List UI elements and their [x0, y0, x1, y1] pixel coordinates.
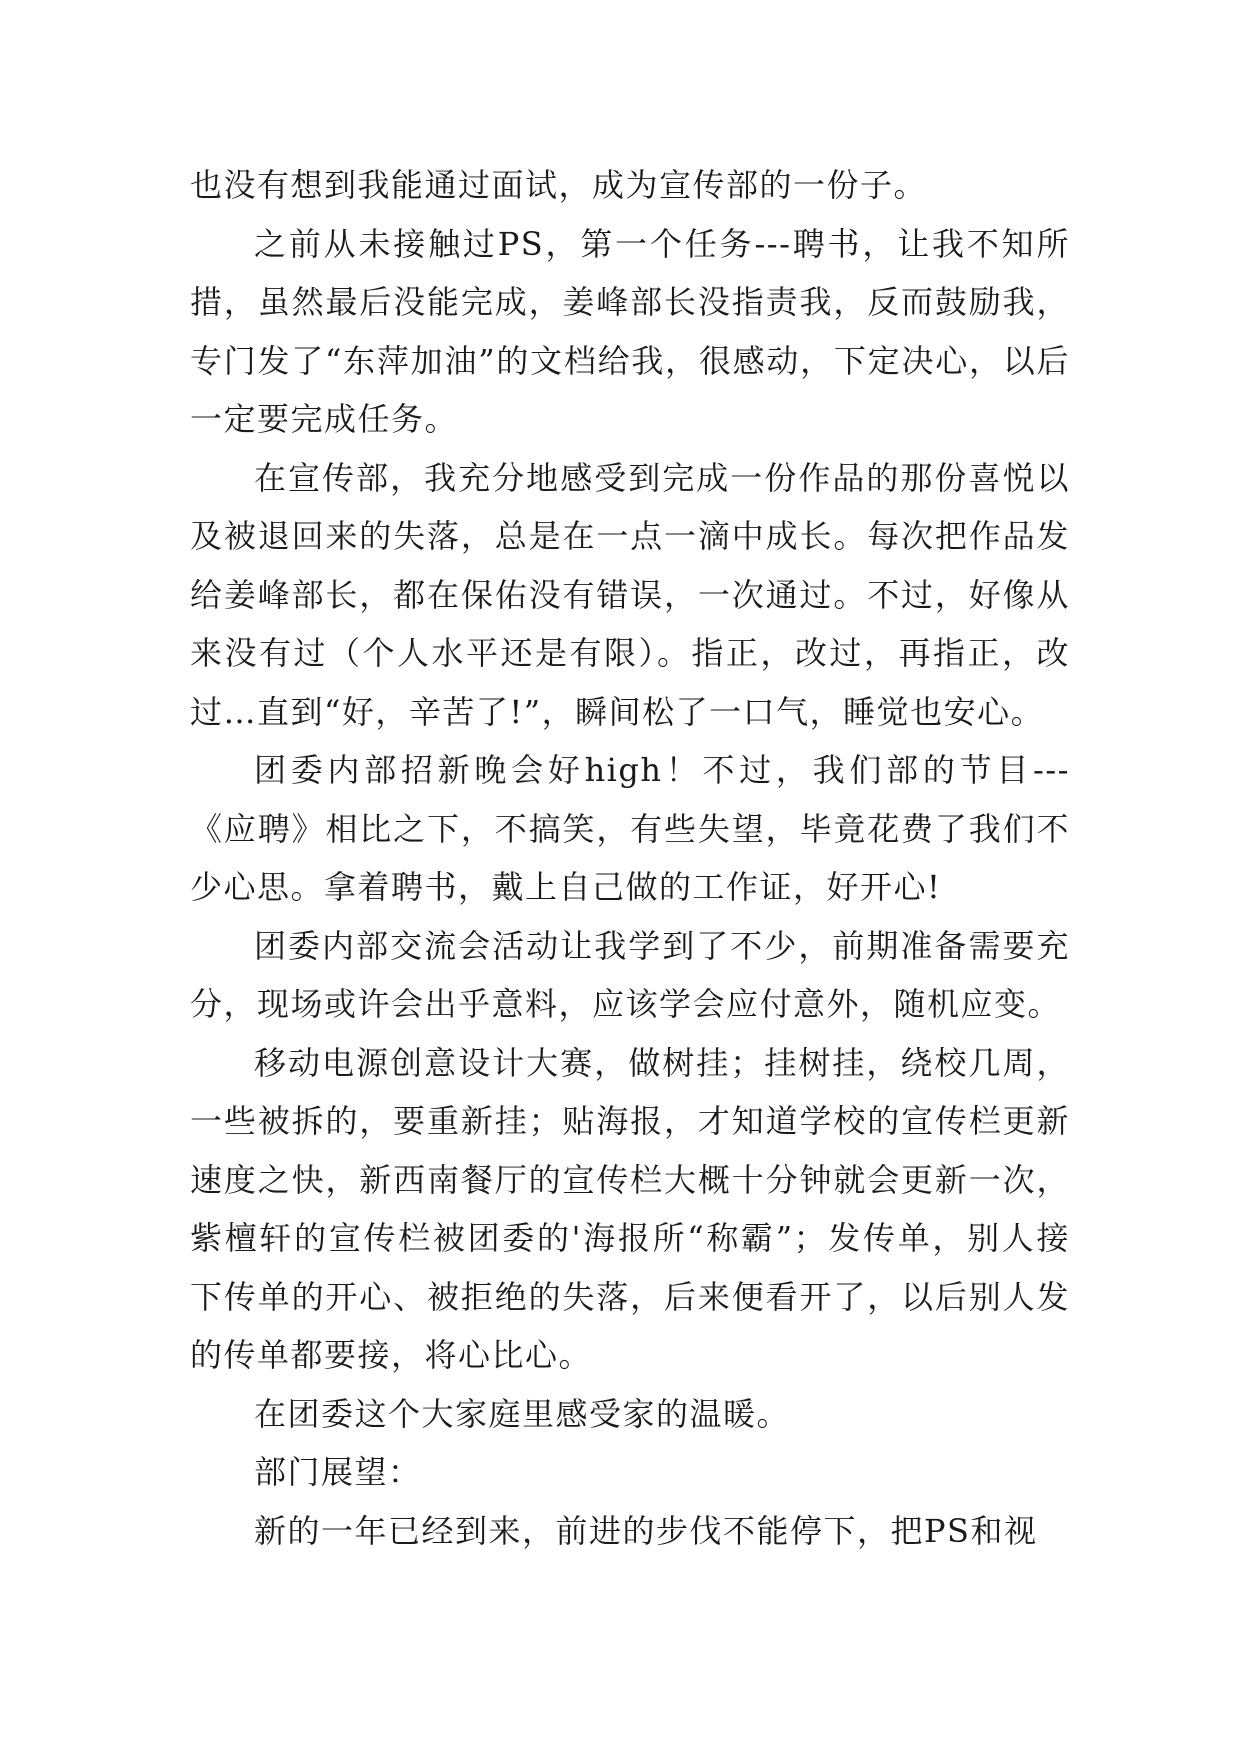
paragraph-2: 之前从未接触过PS，第一个任务---聘书，让我不知所措，虽然最后没能完成，姜峰部长没指责我，反而鼓励我，专门发了“东萍加油”的文档给我，很感动，下定决心，以后一定要完成任务。 [190, 224, 1070, 438]
paragraph-1: 也没有想到我能通过面试，成为宣传部的一份子。 [190, 166, 928, 204]
paragraph-3: 在宣传部，我充分地感受到完成一份作品的那份喜悦以及被退回来的失落，总是在一点一滴中成长。每次把作品发给姜峰部长，都在保佑没有错误，一次通过。不过，好像从来没有过（个人水平还是有限）。指正，改过，再指正，改过…直到“好，辛苦了!”，瞬间松了一口气，睡觉也安心。 [190, 458, 1070, 731]
paragraph-5: 团委内部交流会活动让我学到了不少，前期准备需要充分，现场或许会出乎意料，应该学会应付意外，随机应变。 [190, 926, 1070, 1023]
paragraph-7: 在团委这个大家庭里感受家的温暖。 [254, 1394, 791, 1433]
paragraph-9: 新的一年已经到来，前进的步伐不能停下，把PS和视 [254, 1511, 1038, 1550]
paragraph-4: 团委内部招新晚会好high！不过，我们部的节目---《应聘》相比之下，不搞笑，有些失望，毕竟花费了我们不少心思。拿着聘书，戴上自己做的工作证，好开心! [190, 751, 1070, 906]
paragraph-6: 移动电源创意设计大赛，做树挂；挂树挂，绕校几周，一些被拆的，要重新挂；贴海报，才知道学校的宣传栏更新速度之快，新西南餐厅的宣传栏大概十分钟就会更新一次，紫檀轩的宣传栏被团委的'海报所“称霸”；发传单，别人接下传单的开心、被拒绝的失落，后来便看开了，以后别人发的传单都要接，将心比心。 [190, 1043, 1070, 1374]
document-body [190, 156, 1070, 1560]
paragraph-8: 部门展望： [254, 1453, 422, 1491]
